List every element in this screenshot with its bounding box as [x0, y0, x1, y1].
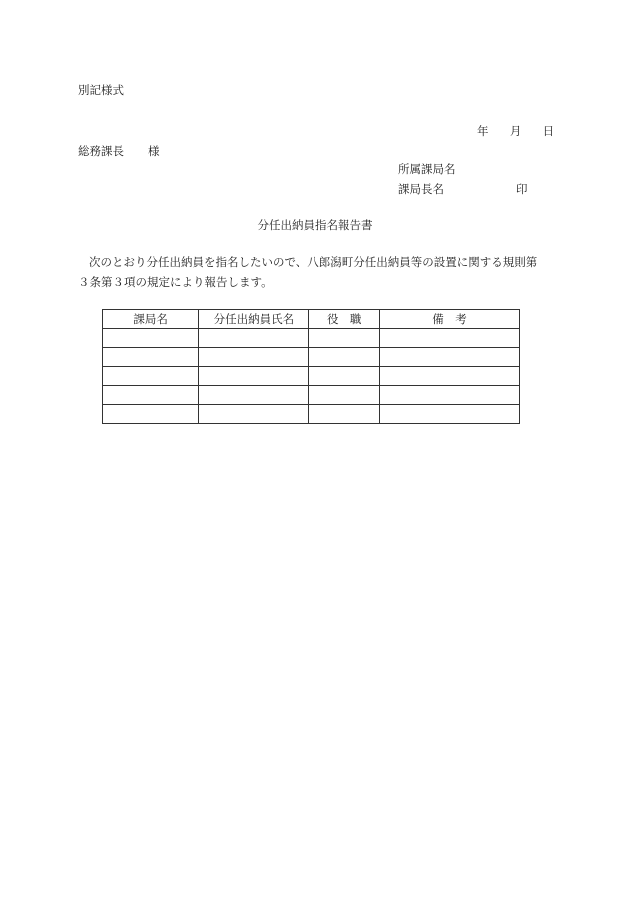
addressee [78, 143, 160, 159]
form-label: 別記様式 [78, 83, 124, 97]
table-row [103, 367, 520, 386]
table-cell [103, 367, 199, 386]
document-title: 分任出納員指名報告書 [257, 218, 373, 232]
table-cell [379, 367, 519, 386]
table-cell [103, 329, 199, 348]
sender-chief: 課局長名 [398, 182, 444, 196]
officer-table [102, 309, 520, 424]
table-cell [379, 386, 519, 405]
addressee-honorific: 様 [148, 144, 160, 158]
table-cell [103, 348, 199, 367]
date-line [477, 123, 554, 139]
date-day: 日 [542, 124, 555, 138]
body-line-1: 次のとおり分任出納員を指名したいので、八郎潟町分任出納員等の設置に関する規則第 [89, 255, 538, 269]
addressee-name: 総務課長 [78, 144, 124, 158]
body-line-2: ３条第３項の規定により報告します。 [78, 275, 273, 289]
sender-dept: 所属課局名 [398, 162, 456, 176]
table-row [103, 386, 520, 405]
table-cell [379, 329, 519, 348]
table-cell [103, 386, 199, 405]
table-cell [309, 405, 380, 424]
table-row [103, 329, 520, 348]
table-cell [309, 329, 380, 348]
seal-mark: 印 [516, 182, 528, 196]
table-cell [199, 367, 309, 386]
table-row [103, 405, 520, 424]
header-position: 役 職 [309, 310, 380, 329]
body-text [78, 252, 558, 292]
table-row [103, 348, 520, 367]
header-remarks: 備 考 [379, 310, 519, 329]
table-cell [199, 405, 309, 424]
table-cell [199, 329, 309, 348]
table-cell [309, 367, 380, 386]
table-cell [309, 348, 380, 367]
table-cell [379, 405, 519, 424]
date-month: 月 [509, 124, 522, 138]
table-cell [103, 405, 199, 424]
header-dept: 課局名 [103, 310, 199, 329]
header-officer-name: 分任出納員氏名 [199, 310, 309, 329]
table-cell [309, 386, 380, 405]
table-cell [379, 348, 519, 367]
table-header-row [103, 310, 520, 329]
table-cell [199, 348, 309, 367]
sender-chief-line [398, 181, 528, 197]
date-year: 年 [477, 124, 489, 138]
table-cell [199, 386, 309, 405]
